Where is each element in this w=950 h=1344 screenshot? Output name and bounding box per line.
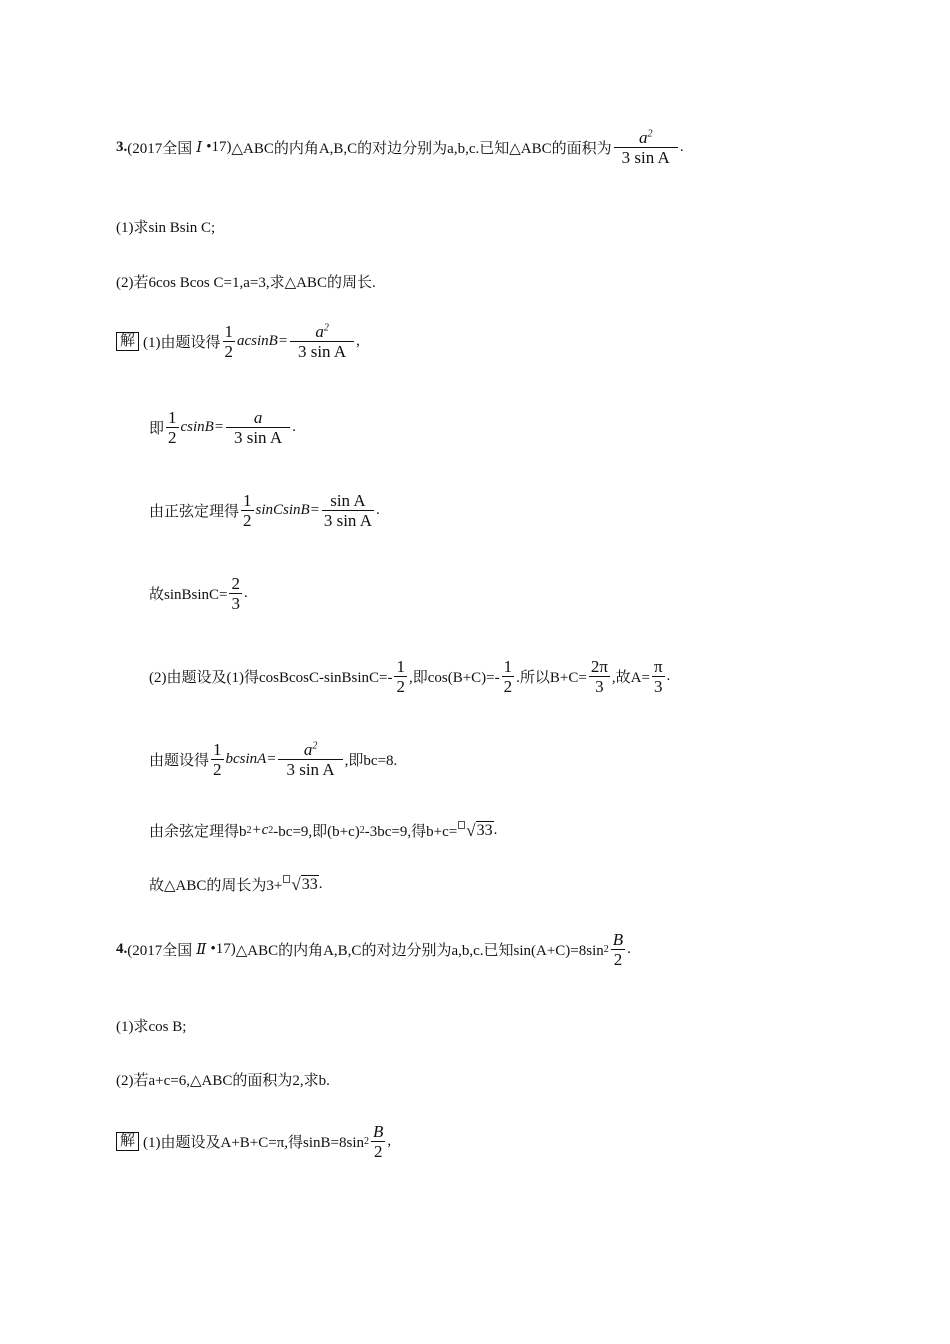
frac-den: 3 sin A <box>233 428 283 447</box>
frac-num: 1 <box>503 657 513 676</box>
frac-sup: 2 <box>323 322 329 334</box>
sol4-l1-pre: (1)由题设及A+B+C=π,得sinB=8sin <box>143 1135 365 1151</box>
q4-roman: Ⅱ <box>196 942 207 958</box>
sol3-l4-end: . <box>243 585 248 601</box>
fraction <box>611 930 625 969</box>
frac-num: a <box>253 408 263 427</box>
q4-num: 17) <box>215 941 236 957</box>
sol3-l6-end: ,即bc=8. <box>344 753 398 769</box>
q3-part1-text: (1)求sin Bsin C; <box>116 220 216 236</box>
fraction <box>229 574 242 613</box>
frac-num: B <box>373 1122 384 1141</box>
sol4-l1-end: , <box>387 1133 392 1149</box>
frac-num: a <box>315 322 324 341</box>
fraction <box>394 657 407 696</box>
frac-den: 2 <box>396 677 405 696</box>
sol3-l1-pre: (1)由题设得 <box>143 335 221 351</box>
sol3-line8 <box>149 874 322 895</box>
fraction <box>322 491 374 530</box>
placeholder-glyph <box>458 821 465 829</box>
frac-den: 2 <box>213 760 222 779</box>
sol3-l5-mid1: ,即cos(B+C)=- <box>408 670 500 686</box>
fraction <box>211 740 224 779</box>
fraction <box>166 408 179 447</box>
sol3-l3-mid: sinCsinB= <box>255 502 320 518</box>
q3-part1 <box>116 216 215 237</box>
frac-num: 1 <box>224 322 234 341</box>
frac-den: 3 <box>595 677 604 696</box>
q3-roman: Ⅰ <box>196 140 203 156</box>
fraction <box>278 740 342 779</box>
q4-part1 <box>116 1015 186 1036</box>
q3-text: △ABC的内角A,B,C的对边分别为a,b,c.已知△ABC的面积为 <box>231 141 612 157</box>
sol3-l8-pre: 故△ABC的周长为3+ <box>149 878 283 894</box>
sol3-l6-pre: 由题设得 <box>149 753 210 769</box>
frac-num: B <box>612 930 624 949</box>
q3-part2-text: (2)若6cos Bcos C=1,a=3,求△ABC的周长. <box>116 275 376 291</box>
sol3-l2-pre: 即 <box>149 421 165 437</box>
sol3-line1 <box>116 322 360 361</box>
sol3-line7: 由余弦定理得b 2 +c 2 -bc=9,即(b+c) 2 -3bc=9,得b+c= √ 33 . <box>149 820 498 840</box>
fraction <box>226 408 290 447</box>
sol3-line2 <box>149 408 296 447</box>
fraction <box>371 1122 385 1161</box>
frac-den: 2 <box>168 428 177 447</box>
frac-sup: 2 <box>312 740 318 752</box>
sol4-line1: 解 (1)由题设及A+B+C=π,得sinB=8sin 2 $\frac{B}{2}$ , <box>116 1122 391 1161</box>
q3-dot: • <box>206 139 212 155</box>
q3-number: 3. <box>116 139 128 155</box>
frac-den: 2 <box>224 342 234 361</box>
fraction <box>241 491 254 530</box>
sol3-l5-mid3: ,故A= <box>611 670 650 686</box>
frac-num: 2π <box>590 657 608 676</box>
q3-source: (2017全国 <box>127 141 193 157</box>
fraction <box>589 657 610 696</box>
sol3-l5-pre: (2)由题设及(1)得cosBcosC-sinBsinC=- <box>149 670 393 686</box>
square-root: √ 33 <box>282 875 318 895</box>
fraction <box>652 657 665 696</box>
frac-den: 3 sin A <box>621 148 670 167</box>
frac-sup: 2 <box>647 128 653 140</box>
frac-den: 2 <box>613 950 623 969</box>
sol3-l8-end: . <box>318 876 323 892</box>
sol3-l7-end: . <box>493 822 498 838</box>
frac-den: 3 sin A <box>297 342 347 361</box>
fraction <box>502 657 515 696</box>
sol3-line3 <box>149 491 380 530</box>
sol3-l2-end: . <box>292 419 296 435</box>
sol3-l7-c: -3bc=9,得b+c= <box>364 824 458 840</box>
frac-num: 1 <box>213 740 222 759</box>
sol3-l6-mid: bcsinA= <box>225 751 277 767</box>
sol3-l2-mid: csinB= <box>180 419 224 435</box>
frac-den: 3 <box>654 677 663 696</box>
solution-label: 解 <box>116 332 139 351</box>
frac-num: 1 <box>243 491 252 510</box>
solution-label: 解 <box>116 1132 139 1151</box>
q3-part2 <box>116 271 376 292</box>
q3-area-fraction <box>614 128 678 167</box>
q4-part1-text: (1)求cos B; <box>116 1019 187 1035</box>
frac-num: 1 <box>168 408 177 427</box>
sol3-line4 <box>149 574 248 613</box>
fraction <box>223 322 236 361</box>
sol3-l4-pre: 故sinBsinC= <box>149 587 228 603</box>
sol3-l3-pre: 由正弦定理得 <box>149 504 240 520</box>
placeholder-glyph <box>283 875 290 883</box>
sol3-l7-pre: 由余弦定理得b <box>149 824 247 840</box>
frac-den: 3 sin A <box>323 511 373 530</box>
frac-den: 2 <box>503 677 513 696</box>
radicand: 33 <box>301 875 318 893</box>
frac-num: a <box>638 128 648 147</box>
q4-part2-text: (2)若a+c=6,△ABC的面积为2,求b. <box>116 1073 330 1089</box>
square-root: √ 33 <box>457 821 493 841</box>
q4-dot: • <box>210 941 216 957</box>
q4-line: 4. (2017全国 Ⅱ • 17) △ABC的内角A,B,C的对边分别为a,b,c.已知sin(A+C)=8sin 2 $\frac{B}{2}$ . <box>116 930 631 969</box>
q4-number: 4. <box>116 941 128 957</box>
frac-den: 3 sin A <box>286 760 335 779</box>
frac-num: sin A <box>330 491 366 510</box>
q4-source: (2017全国 <box>127 943 193 959</box>
q3-line <box>116 128 684 167</box>
fraction <box>290 322 354 361</box>
q4-part2 <box>116 1069 330 1090</box>
q4-text: △ABC的内角A,B,C的对边分别为a,b,c.已知sin(A+C)=8sin <box>235 943 604 959</box>
sol3-line5 <box>149 657 670 696</box>
radicand: 33 <box>476 821 493 839</box>
frac-den: 2 <box>373 1142 383 1161</box>
frac-den: 3 <box>231 594 240 613</box>
q3-num: 17) <box>211 139 232 155</box>
frac-num: a <box>303 740 313 759</box>
frac-den: 2 <box>243 511 252 530</box>
sol3-l7-a: +c <box>251 822 269 838</box>
sol3-line6 <box>149 740 397 779</box>
q3-end: . <box>679 139 684 155</box>
frac-num: π <box>653 657 663 676</box>
sol3-l1-mid: acsinB= <box>237 333 288 349</box>
frac-num: 1 <box>396 657 405 676</box>
sol3-l5-end: . <box>666 668 671 684</box>
frac-num: 2 <box>231 574 240 593</box>
sol3-l5-mid2: .所以B+C= <box>516 670 587 686</box>
q4-end: . <box>627 941 631 957</box>
sol3-l1-end: , <box>356 333 360 349</box>
sol3-l3-end: . <box>376 502 380 518</box>
sol3-l7-b: -bc=9,即(b+c) <box>273 824 360 840</box>
